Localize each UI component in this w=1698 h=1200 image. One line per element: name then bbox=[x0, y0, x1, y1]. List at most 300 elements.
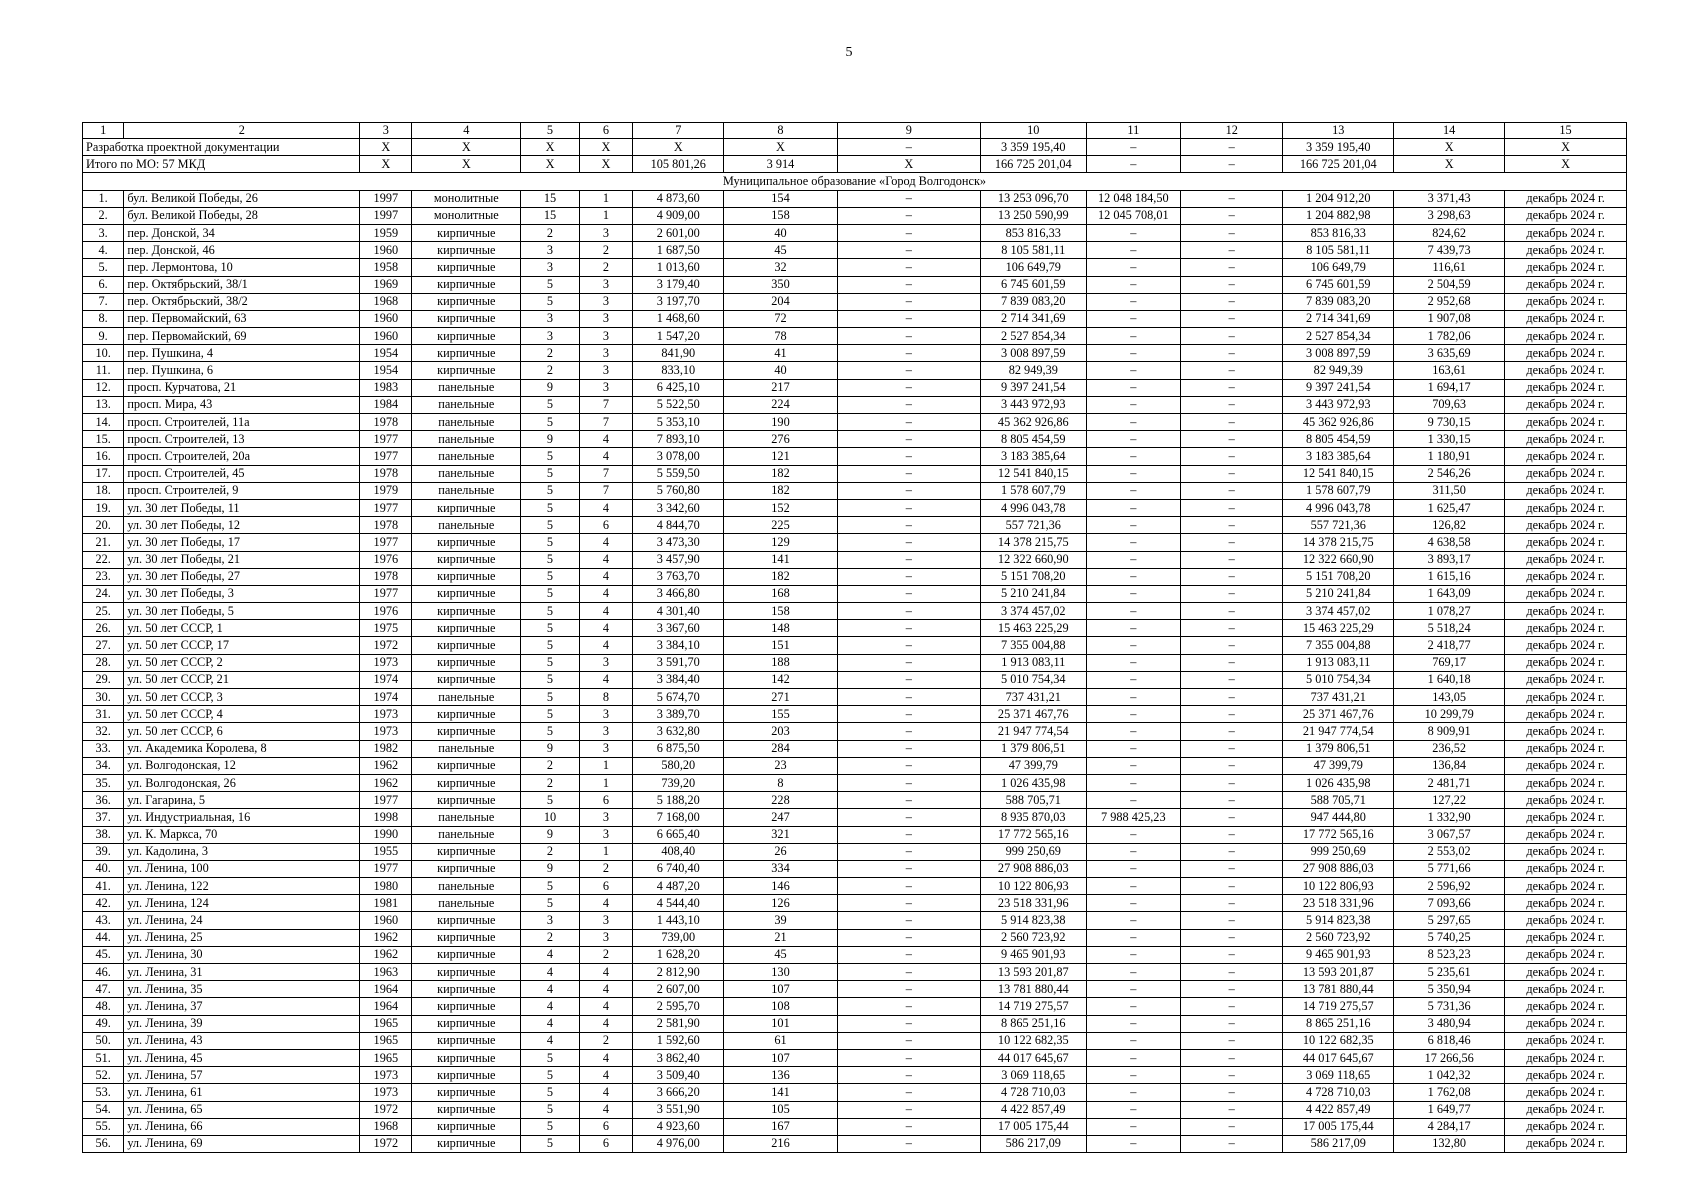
col-9-cell: – bbox=[837, 379, 981, 396]
entrances-cell: 4 bbox=[579, 895, 632, 912]
floors-cell: 9 bbox=[521, 826, 580, 843]
col-9-cell: – bbox=[837, 362, 981, 379]
floors-cell: 2 bbox=[521, 843, 580, 860]
completion-date-cell: декабрь 2024 г. bbox=[1505, 1067, 1627, 1084]
cost-per-sqm-cell: 4 638,58 bbox=[1394, 534, 1505, 551]
wall-material-cell: кирпичные bbox=[412, 637, 521, 654]
col-11-cell: – bbox=[1086, 431, 1181, 448]
table-row bbox=[83, 345, 1627, 362]
col-12-cell: – bbox=[1181, 362, 1283, 379]
residents-cell: 228 bbox=[724, 792, 837, 809]
row-index-cell: 55. bbox=[83, 1118, 124, 1135]
wall-material-cell: панельные bbox=[412, 740, 521, 757]
residents-cell: 40 bbox=[724, 224, 837, 241]
cost-per-sqm-cell: 1 180,91 bbox=[1394, 448, 1505, 465]
column-number: 7 bbox=[633, 123, 724, 139]
year-built-cell: 1978 bbox=[360, 414, 412, 431]
col-11-cell: – bbox=[1086, 792, 1181, 809]
year-built-cell: 1958 bbox=[360, 259, 412, 276]
col-11-cell: – bbox=[1086, 981, 1181, 998]
floors-cell: 5 bbox=[521, 534, 580, 551]
col-11-cell: – bbox=[1086, 396, 1181, 413]
total-cost-cell: 2 527 854,34 bbox=[981, 328, 1086, 345]
table-row bbox=[83, 1049, 1627, 1066]
wall-material-cell: кирпичные bbox=[412, 654, 521, 671]
address-cell: ул. 30 лет Победы, 5 bbox=[124, 603, 360, 620]
col-12-cell: – bbox=[1181, 981, 1283, 998]
total-cost-cell: 5 010 754,34 bbox=[981, 671, 1086, 688]
summary-cell: X bbox=[360, 139, 412, 156]
col-11-cell: – bbox=[1086, 517, 1181, 534]
residents-cell: 105 bbox=[724, 1101, 837, 1118]
completion-date-cell: декабрь 2024 г. bbox=[1505, 517, 1627, 534]
total-area-cell: 3 457,90 bbox=[633, 551, 724, 568]
col-13-cost-cell: 4 728 710,03 bbox=[1283, 1084, 1394, 1101]
completion-date-cell: декабрь 2024 г. bbox=[1505, 379, 1627, 396]
row-index-cell: 49. bbox=[83, 1015, 124, 1032]
col-13-cost-cell: 25 371 467,76 bbox=[1283, 706, 1394, 723]
entrances-cell: 3 bbox=[579, 826, 632, 843]
entrances-cell: 4 bbox=[579, 499, 632, 516]
col-9-cell: – bbox=[837, 585, 981, 602]
entrances-cell: 7 bbox=[579, 482, 632, 499]
col-9-cell: – bbox=[837, 964, 981, 981]
address-cell: ул. Ленина, 39 bbox=[124, 1015, 360, 1032]
residents-cell: 107 bbox=[724, 1049, 837, 1066]
residents-cell: 142 bbox=[724, 671, 837, 688]
year-built-cell: 1977 bbox=[360, 534, 412, 551]
address-cell: просп. Строителей, 9 bbox=[124, 482, 360, 499]
col-13-cost-cell: 7 839 083,20 bbox=[1283, 293, 1394, 310]
address-cell: ул. Ленина, 30 bbox=[124, 946, 360, 963]
table-row bbox=[83, 929, 1627, 946]
address-cell: ул. Ленина, 66 bbox=[124, 1118, 360, 1135]
table-row bbox=[83, 362, 1627, 379]
total-area-cell: 3 342,60 bbox=[633, 499, 724, 516]
wall-material-cell: кирпичные bbox=[412, 224, 521, 241]
summary-cell: – bbox=[1181, 156, 1283, 173]
residents-cell: 148 bbox=[724, 620, 837, 637]
entrances-cell: 1 bbox=[579, 774, 632, 791]
col-11-cell: – bbox=[1086, 929, 1181, 946]
col-11-cell: – bbox=[1086, 1067, 1181, 1084]
total-area-cell: 1 468,60 bbox=[633, 310, 724, 327]
completion-date-cell: декабрь 2024 г. bbox=[1505, 1032, 1627, 1049]
floors-cell: 9 bbox=[521, 379, 580, 396]
col-11-cell: – bbox=[1086, 224, 1181, 241]
col-11-cell: – bbox=[1086, 499, 1181, 516]
address-cell: ул. Ленина, 24 bbox=[124, 912, 360, 929]
col-9-cell: – bbox=[837, 345, 981, 362]
total-cost-cell: 12 322 660,90 bbox=[981, 551, 1086, 568]
summary-cell: X bbox=[579, 139, 632, 156]
col-13-cost-cell: 10 122 806,93 bbox=[1283, 878, 1394, 895]
row-index-cell: 11. bbox=[83, 362, 124, 379]
table-row bbox=[83, 826, 1627, 843]
col-9-cell: – bbox=[837, 276, 981, 293]
completion-date-cell: декабрь 2024 г. bbox=[1505, 551, 1627, 568]
summary-row-design-docs bbox=[83, 139, 1627, 156]
col-11-cell: – bbox=[1086, 551, 1181, 568]
row-index-cell: 2. bbox=[83, 207, 124, 224]
year-built-cell: 1960 bbox=[360, 242, 412, 259]
address-cell: пер. Лермонтова, 10 bbox=[124, 259, 360, 276]
row-index-cell: 39. bbox=[83, 843, 124, 860]
completion-date-cell: декабрь 2024 г. bbox=[1505, 362, 1627, 379]
row-index-cell: 29. bbox=[83, 671, 124, 688]
column-number: 10 bbox=[981, 123, 1086, 139]
col-13-cost-cell: 14 719 275,57 bbox=[1283, 998, 1394, 1015]
completion-date-cell: декабрь 2024 г. bbox=[1505, 843, 1627, 860]
residents-cell: 167 bbox=[724, 1118, 837, 1135]
total-area-cell: 739,00 bbox=[633, 929, 724, 946]
col-11-cell: – bbox=[1086, 1032, 1181, 1049]
total-cost-cell: 6 745 601,59 bbox=[981, 276, 1086, 293]
table-row bbox=[83, 1118, 1627, 1135]
year-built-cell: 1973 bbox=[360, 706, 412, 723]
col-9-cell: – bbox=[837, 757, 981, 774]
col-11-cell: – bbox=[1086, 482, 1181, 499]
wall-material-cell: монолитные bbox=[412, 207, 521, 224]
floors-cell: 5 bbox=[521, 792, 580, 809]
address-cell: ул. Ленина, 31 bbox=[124, 964, 360, 981]
total-area-cell: 6 425,10 bbox=[633, 379, 724, 396]
row-index-cell: 40. bbox=[83, 860, 124, 877]
address-cell: ул. Ленина, 35 bbox=[124, 981, 360, 998]
table-row bbox=[83, 946, 1627, 963]
table-row bbox=[83, 706, 1627, 723]
col-9-cell: – bbox=[837, 551, 981, 568]
completion-date-cell: декабрь 2024 г. bbox=[1505, 964, 1627, 981]
col-13-cost-cell: 1 204 882,98 bbox=[1283, 207, 1394, 224]
year-built-cell: 1990 bbox=[360, 826, 412, 843]
col-12-cell: – bbox=[1181, 878, 1283, 895]
col-12-cell: – bbox=[1181, 740, 1283, 757]
total-area-cell: 4 873,60 bbox=[633, 190, 724, 207]
summary-cell: X bbox=[412, 139, 521, 156]
col-9-cell: – bbox=[837, 929, 981, 946]
row-index-cell: 43. bbox=[83, 912, 124, 929]
col-12-cell: – bbox=[1181, 242, 1283, 259]
year-built-cell: 1954 bbox=[360, 345, 412, 362]
residents-cell: 158 bbox=[724, 207, 837, 224]
col-12-cell: – bbox=[1181, 946, 1283, 963]
row-index-cell: 6. bbox=[83, 276, 124, 293]
row-index-cell: 12. bbox=[83, 379, 124, 396]
cost-per-sqm-cell: 3 893,17 bbox=[1394, 551, 1505, 568]
total-cost-cell: 1 379 806,51 bbox=[981, 740, 1086, 757]
entrances-cell: 1 bbox=[579, 207, 632, 224]
entrances-cell: 3 bbox=[579, 310, 632, 327]
year-built-cell: 1962 bbox=[360, 757, 412, 774]
floors-cell: 5 bbox=[521, 465, 580, 482]
floors-cell: 2 bbox=[521, 362, 580, 379]
col-12-cell: – bbox=[1181, 774, 1283, 791]
wall-material-cell: кирпичные bbox=[412, 276, 521, 293]
year-built-cell: 1984 bbox=[360, 396, 412, 413]
table-row bbox=[83, 1015, 1627, 1032]
cost-per-sqm-cell: 1 649,77 bbox=[1394, 1101, 1505, 1118]
total-cost-cell: 2 714 341,69 bbox=[981, 310, 1086, 327]
column-number: 13 bbox=[1283, 123, 1394, 139]
col-11-cell: – bbox=[1086, 740, 1181, 757]
cost-per-sqm-cell: 4 284,17 bbox=[1394, 1118, 1505, 1135]
summary-cell: 166 725 201,04 bbox=[1283, 156, 1394, 173]
row-index-cell: 1. bbox=[83, 190, 124, 207]
completion-date-cell: декабрь 2024 г. bbox=[1505, 259, 1627, 276]
col-12-cell: – bbox=[1181, 809, 1283, 826]
floors-cell: 5 bbox=[521, 1135, 580, 1152]
floors-cell: 3 bbox=[521, 328, 580, 345]
row-index-cell: 56. bbox=[83, 1135, 124, 1152]
total-cost-cell: 10 122 806,93 bbox=[981, 878, 1086, 895]
total-area-cell: 4 301,40 bbox=[633, 603, 724, 620]
col-13-cost-cell: 106 649,79 bbox=[1283, 259, 1394, 276]
table-row bbox=[83, 276, 1627, 293]
col-9-cell: – bbox=[837, 1049, 981, 1066]
total-area-cell: 739,20 bbox=[633, 774, 724, 791]
row-index-cell: 38. bbox=[83, 826, 124, 843]
col-13-cost-cell: 44 017 645,67 bbox=[1283, 1049, 1394, 1066]
col-9-cell: – bbox=[837, 1118, 981, 1135]
col-11-cell: – bbox=[1086, 723, 1181, 740]
year-built-cell: 1977 bbox=[360, 792, 412, 809]
cost-per-sqm-cell: 1 042,32 bbox=[1394, 1067, 1505, 1084]
col-13-cost-cell: 13 593 201,87 bbox=[1283, 964, 1394, 981]
table-row bbox=[83, 328, 1627, 345]
col-9-cell: – bbox=[837, 293, 981, 310]
total-area-cell: 841,90 bbox=[633, 345, 724, 362]
entrances-cell: 3 bbox=[579, 654, 632, 671]
floors-cell: 3 bbox=[521, 310, 580, 327]
total-cost-cell: 999 250,69 bbox=[981, 843, 1086, 860]
table-row bbox=[83, 517, 1627, 534]
entrances-cell: 4 bbox=[579, 671, 632, 688]
entrances-cell: 2 bbox=[579, 946, 632, 963]
floors-cell: 5 bbox=[521, 396, 580, 413]
wall-material-cell: панельные bbox=[412, 448, 521, 465]
address-cell: ул. 50 лет СССР, 21 bbox=[124, 671, 360, 688]
address-cell: просп. Строителей, 11а bbox=[124, 414, 360, 431]
col-12-cell: – bbox=[1181, 431, 1283, 448]
year-built-cell: 1973 bbox=[360, 654, 412, 671]
col-13-cost-cell: 8 105 581,11 bbox=[1283, 242, 1394, 259]
col-12-cell: – bbox=[1181, 379, 1283, 396]
row-index-cell: 54. bbox=[83, 1101, 124, 1118]
col-9-cell: – bbox=[837, 1135, 981, 1152]
row-index-cell: 53. bbox=[83, 1084, 124, 1101]
row-index-cell: 7. bbox=[83, 293, 124, 310]
cost-per-sqm-cell: 5 518,24 bbox=[1394, 620, 1505, 637]
entrances-cell: 7 bbox=[579, 465, 632, 482]
column-number: 14 bbox=[1394, 123, 1505, 139]
col-11-cell: – bbox=[1086, 1015, 1181, 1032]
total-cost-cell: 588 705,71 bbox=[981, 792, 1086, 809]
residents-cell: 39 bbox=[724, 912, 837, 929]
year-built-cell: 1972 bbox=[360, 637, 412, 654]
wall-material-cell: панельные bbox=[412, 689, 521, 706]
col-12-cell: – bbox=[1181, 224, 1283, 241]
table-row bbox=[83, 242, 1627, 259]
completion-date-cell: декабрь 2024 г. bbox=[1505, 242, 1627, 259]
total-cost-cell: 3 069 118,65 bbox=[981, 1067, 1086, 1084]
entrances-cell: 3 bbox=[579, 328, 632, 345]
table-row bbox=[83, 1032, 1627, 1049]
entrances-cell: 4 bbox=[579, 431, 632, 448]
total-cost-cell: 13 253 096,70 bbox=[981, 190, 1086, 207]
address-cell: пер. Донской, 34 bbox=[124, 224, 360, 241]
cost-per-sqm-cell: 1 078,27 bbox=[1394, 603, 1505, 620]
wall-material-cell: кирпичные bbox=[412, 723, 521, 740]
total-cost-cell: 3 008 897,59 bbox=[981, 345, 1086, 362]
wall-material-cell: кирпичные bbox=[412, 499, 521, 516]
cost-per-sqm-cell: 2 952,68 bbox=[1394, 293, 1505, 310]
cost-per-sqm-cell: 8 909,91 bbox=[1394, 723, 1505, 740]
row-index-cell: 18. bbox=[83, 482, 124, 499]
completion-date-cell: декабрь 2024 г. bbox=[1505, 998, 1627, 1015]
address-cell: ул. 30 лет Победы, 11 bbox=[124, 499, 360, 516]
entrances-cell: 6 bbox=[579, 1135, 632, 1152]
col-12-cell: – bbox=[1181, 826, 1283, 843]
col-13-cost-cell: 5 010 754,34 bbox=[1283, 671, 1394, 688]
col-13-cost-cell: 3 374 457,02 bbox=[1283, 603, 1394, 620]
col-11-cell: – bbox=[1086, 1101, 1181, 1118]
col-12-cell: – bbox=[1181, 499, 1283, 516]
col-12-cell: – bbox=[1181, 414, 1283, 431]
table-row bbox=[83, 431, 1627, 448]
completion-date-cell: декабрь 2024 г. bbox=[1505, 740, 1627, 757]
address-cell: просп. Строителей, 45 bbox=[124, 465, 360, 482]
floors-cell: 15 bbox=[521, 207, 580, 224]
row-index-cell: 24. bbox=[83, 585, 124, 602]
col-12-cell: – bbox=[1181, 1135, 1283, 1152]
row-index-cell: 23. bbox=[83, 568, 124, 585]
col-13-cost-cell: 853 816,33 bbox=[1283, 224, 1394, 241]
cost-per-sqm-cell: 8 523,23 bbox=[1394, 946, 1505, 963]
table-row bbox=[83, 620, 1627, 637]
total-cost-cell: 5 210 241,84 bbox=[981, 585, 1086, 602]
total-area-cell: 5 674,70 bbox=[633, 689, 724, 706]
year-built-cell: 1981 bbox=[360, 895, 412, 912]
total-area-cell: 4 544,40 bbox=[633, 895, 724, 912]
cost-per-sqm-cell: 311,50 bbox=[1394, 482, 1505, 499]
cost-per-sqm-cell: 3 067,57 bbox=[1394, 826, 1505, 843]
residents-cell: 45 bbox=[724, 242, 837, 259]
col-9-cell: – bbox=[837, 895, 981, 912]
floors-cell: 3 bbox=[521, 912, 580, 929]
residents-cell: 155 bbox=[724, 706, 837, 723]
column-number: 6 bbox=[579, 123, 632, 139]
total-cost-cell: 5 151 708,20 bbox=[981, 568, 1086, 585]
col-12-cell: – bbox=[1181, 276, 1283, 293]
col-12-cell: – bbox=[1181, 551, 1283, 568]
table-row bbox=[83, 774, 1627, 791]
year-built-cell: 1976 bbox=[360, 603, 412, 620]
col-11-cell: – bbox=[1086, 448, 1181, 465]
col-12-cell: – bbox=[1181, 964, 1283, 981]
residents-cell: 130 bbox=[724, 964, 837, 981]
cost-per-sqm-cell: 5 731,36 bbox=[1394, 998, 1505, 1015]
entrances-cell: 3 bbox=[579, 379, 632, 396]
col-11-cell: – bbox=[1086, 328, 1181, 345]
wall-material-cell: кирпичные bbox=[412, 585, 521, 602]
col-9-cell: – bbox=[837, 723, 981, 740]
col-9-cell: – bbox=[837, 482, 981, 499]
summary-cell: 105 801,26 bbox=[633, 156, 724, 173]
table-row bbox=[83, 499, 1627, 516]
col-9-cell: – bbox=[837, 414, 981, 431]
col-13-cost-cell: 23 518 331,96 bbox=[1283, 895, 1394, 912]
entrances-cell: 4 bbox=[579, 448, 632, 465]
wall-material-cell: кирпичные bbox=[412, 310, 521, 327]
total-cost-cell: 14 719 275,57 bbox=[981, 998, 1086, 1015]
entrances-cell: 2 bbox=[579, 259, 632, 276]
total-cost-cell: 3 183 385,64 bbox=[981, 448, 1086, 465]
total-area-cell: 5 760,80 bbox=[633, 482, 724, 499]
row-index-cell: 3. bbox=[83, 224, 124, 241]
row-index-cell: 16. bbox=[83, 448, 124, 465]
residents-cell: 21 bbox=[724, 929, 837, 946]
entrances-cell: 4 bbox=[579, 964, 632, 981]
col-9-cell: – bbox=[837, 654, 981, 671]
total-cost-cell: 25 371 467,76 bbox=[981, 706, 1086, 723]
col-9-cell: – bbox=[837, 1101, 981, 1118]
wall-material-cell: кирпичные bbox=[412, 345, 521, 362]
residents-cell: 154 bbox=[724, 190, 837, 207]
summary-cell: X bbox=[1505, 139, 1627, 156]
floors-cell: 5 bbox=[521, 1049, 580, 1066]
entrances-cell: 3 bbox=[579, 276, 632, 293]
table-row bbox=[83, 482, 1627, 499]
address-cell: просп. Мира, 43 bbox=[124, 396, 360, 413]
col-12-cell: – bbox=[1181, 860, 1283, 877]
total-area-cell: 3 591,70 bbox=[633, 654, 724, 671]
address-cell: ул. 50 лет СССР, 1 bbox=[124, 620, 360, 637]
entrances-cell: 1 bbox=[579, 757, 632, 774]
col-11-cell: – bbox=[1086, 774, 1181, 791]
col-12-cell: – bbox=[1181, 603, 1283, 620]
entrances-cell: 3 bbox=[579, 929, 632, 946]
col-11-cell: – bbox=[1086, 878, 1181, 895]
year-built-cell: 1965 bbox=[360, 1049, 412, 1066]
col-11-cell: – bbox=[1086, 895, 1181, 912]
col-12-cell: – bbox=[1181, 1015, 1283, 1032]
wall-material-cell: кирпичные bbox=[412, 774, 521, 791]
entrances-cell: 4 bbox=[579, 1015, 632, 1032]
residents-cell: 126 bbox=[724, 895, 837, 912]
col-11-cell: 7 988 425,23 bbox=[1086, 809, 1181, 826]
col-9-cell: – bbox=[837, 517, 981, 534]
cost-per-sqm-cell: 3 298,63 bbox=[1394, 207, 1505, 224]
floors-cell: 10 bbox=[521, 809, 580, 826]
summary-label: Разработка проектной документации bbox=[83, 139, 360, 156]
residents-cell: 141 bbox=[724, 551, 837, 568]
total-cost-cell: 3 374 457,02 bbox=[981, 603, 1086, 620]
total-cost-cell: 3 443 972,93 bbox=[981, 396, 1086, 413]
wall-material-cell: кирпичные bbox=[412, 964, 521, 981]
floors-cell: 5 bbox=[521, 1101, 580, 1118]
floors-cell: 5 bbox=[521, 1084, 580, 1101]
col-12-cell: – bbox=[1181, 396, 1283, 413]
floors-cell: 5 bbox=[521, 517, 580, 534]
summary-cell: X bbox=[837, 156, 981, 173]
column-number: 9 bbox=[837, 123, 981, 139]
year-built-cell: 1965 bbox=[360, 1015, 412, 1032]
completion-date-cell: декабрь 2024 г. bbox=[1505, 792, 1627, 809]
section-title: Муниципальное образование «Город Волгодонск» bbox=[83, 173, 1627, 190]
address-cell: ул. Волгодонская, 12 bbox=[124, 757, 360, 774]
completion-date-cell: декабрь 2024 г. bbox=[1505, 224, 1627, 241]
